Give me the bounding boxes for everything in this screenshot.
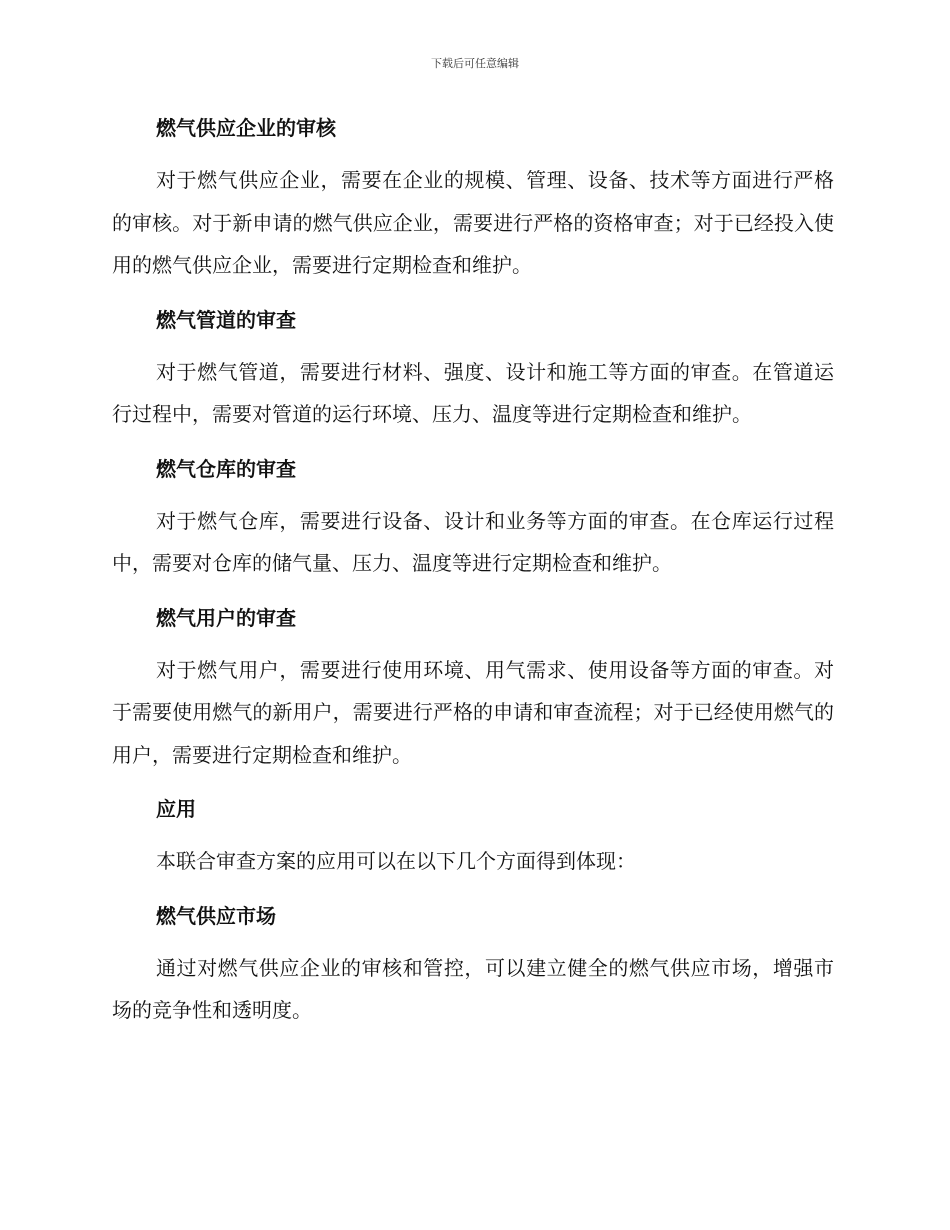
section-body-application: 本联合审查方案的应用可以在以下几个方面得到体现： <box>156 849 636 873</box>
section-heading-warehouse-review: 燃气仓库的审查 <box>156 456 296 481</box>
section-heading-pipeline-review: 燃气管道的审查 <box>156 307 296 332</box>
section-heading-supply-market: 燃气供应市场 <box>156 903 276 928</box>
section-body-pipeline-review: 对于燃气管道，需要进行材料、强度、设计和施工等方面的审查。在管道运行过程中，需要对管道的运行环境、压力、温度等进行定期检查和维护。 <box>112 359 834 426</box>
page-header: 下载后可任意编辑 <box>431 57 519 70</box>
section-heading-application: 应用 <box>156 797 196 821</box>
section-body-supplier-review: 对于燃气供应企业，需要在企业的规模、管理、设备、技术等方面进行严格的审核。对于新申请的燃气供应企业，需要进行严格的资格审查；对于已经投入使用的燃气供应企业，需要进行定期检查和维护。 <box>112 168 834 277</box>
section-body-warehouse-review: 对于燃气仓库，需要进行设备、设计和业务等方面的审查。在仓库运行过程中，需要对仓库的储气量、压力、温度等进行定期检查和维护。 <box>112 508 834 575</box>
section-heading-supplier-review: 燃气供应企业的审核 <box>156 116 336 140</box>
document-body <box>112 108 834 1045</box>
section-body-supply-market: 通过对燃气供应企业的审核和管控，可以建立健全的燃气供应市场，增强市场的竞争性和透明度。 <box>112 955 834 1022</box>
section-heading-user-review: 燃气用户的审查 <box>156 605 296 630</box>
section-body-user-review: 对于燃气用户，需要进行使用环境、用气需求、使用设备等方面的审查。对于需要使用燃气的新用户，需要进行严格的申请和审查流程；对于已经使用燃气的用户，需要进行定期检查和维护。 <box>112 657 834 767</box>
